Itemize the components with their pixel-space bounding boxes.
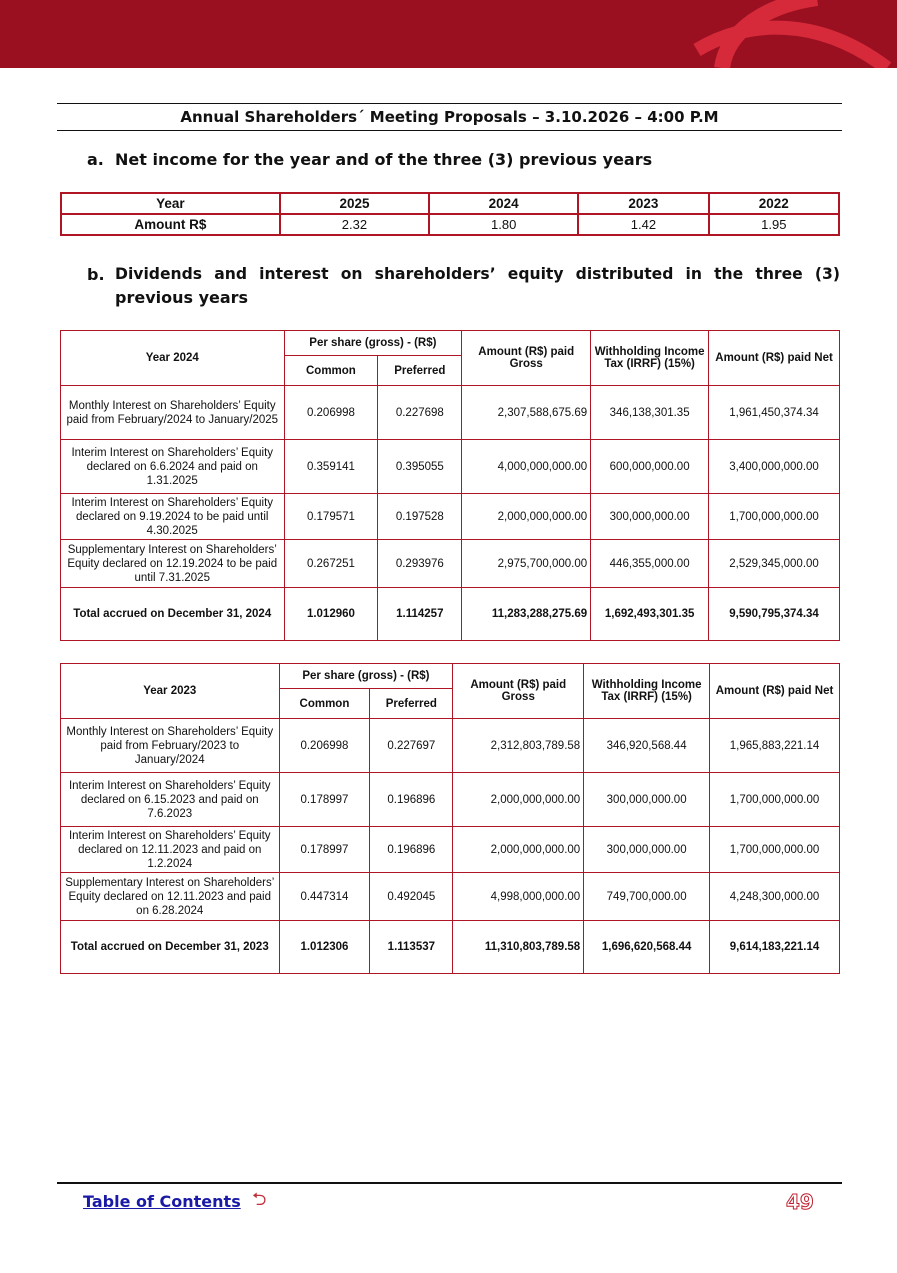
total-preferred: 1.114257: [378, 588, 462, 641]
preferred-value: 0.293976: [378, 540, 462, 588]
total-preferred: 1.113537: [370, 921, 453, 974]
net-value: 4,248,300,000.00: [710, 873, 840, 921]
table-row: [61, 214, 839, 235]
section-b-text-line1: Dividends and interest on shareholders’ equity distributed in the three (3): [115, 265, 840, 283]
table-row: [61, 827, 840, 873]
preferred-value: 0.197528: [378, 494, 462, 540]
section-b-text-line2: previous years: [115, 288, 249, 307]
table-row: [61, 773, 840, 827]
common-value: 0.359141: [284, 440, 378, 494]
total-net: 9,590,795,374.34: [709, 588, 840, 641]
preferred-header: Preferred: [378, 356, 462, 386]
total-net: 9,614,183,221.14: [710, 921, 840, 974]
section-b-heading: [87, 265, 842, 311]
net-value: 1,700,000,000.00: [710, 773, 840, 827]
gross-value: 2,307,588,675.69: [462, 386, 591, 440]
preferred-value: 0.196896: [370, 773, 453, 827]
row-description: Supplementary Interest on Shareholders’ Equity declared on 12.11.2023 and paid on 6.28.2024: [61, 873, 280, 921]
net-value: 1,961,450,374.34: [709, 386, 840, 440]
row-header-year: Year: [61, 193, 280, 214]
gross-value: 4,998,000,000.00: [453, 873, 584, 921]
year-cell: 2023: [578, 193, 708, 214]
table-row: [61, 440, 840, 494]
table-row: [61, 719, 840, 773]
net-value: 3,400,000,000.00: [709, 440, 840, 494]
irrf-value: 300,000,000.00: [584, 827, 710, 873]
net-header: Amount (R$) paid Net: [709, 331, 840, 386]
table-header-row: [61, 331, 840, 356]
page-title: Annual Shareholders´ Meeting Proposals – 3.10.2026 – 4:00 P.M: [57, 103, 842, 131]
return-arrow-icon[interactable]: ⮌: [252, 1189, 267, 1210]
common-value: 0.178997: [279, 827, 370, 873]
table-of-contents-link[interactable]: Table of Contents: [83, 1192, 241, 1211]
total-row: [61, 588, 840, 641]
irrf-value: 300,000,000.00: [584, 773, 710, 827]
total-irrf: 1,692,493,301.35: [591, 588, 709, 641]
preferred-value: 0.196896: [370, 827, 453, 873]
total-gross: 11,310,803,789.58: [453, 921, 584, 974]
common-value: 0.179571: [284, 494, 378, 540]
net-income-table: [60, 192, 840, 236]
table-row: [61, 494, 840, 540]
preferred-value: 0.395055: [378, 440, 462, 494]
year-label: Year 2024: [61, 331, 285, 386]
amount-cell: 2.32: [280, 214, 429, 235]
irrf-value: 446,355,000.00: [591, 540, 709, 588]
gross-value: 2,000,000,000.00: [453, 827, 584, 873]
irrf-value: 749,700,000.00: [584, 873, 710, 921]
gross-value: 2,000,000,000.00: [462, 494, 591, 540]
gross-header: Amount (R$) paid Gross: [462, 331, 591, 386]
net-value: 1,965,883,221.14: [710, 719, 840, 773]
per-share-header: Per share (gross) - (R$): [284, 331, 462, 356]
common-value: 0.206998: [279, 719, 370, 773]
table-row: [61, 193, 839, 214]
row-description: Interim Interest on Shareholders’ Equity declared on 6.15.2023 and paid on 7.6.2023: [61, 773, 280, 827]
section-a-text: Net income for the year and of the three (3) previous years: [115, 150, 653, 169]
row-description: Monthly Interest on Shareholders’ Equity paid from February/2023 to January/2024: [61, 719, 280, 773]
irrf-header: Withholding Income Tax (IRRF) (15%): [591, 331, 709, 386]
total-description: Total accrued on December 31, 2024: [61, 588, 285, 641]
irrf-header: Withholding Income Tax (IRRF) (15%): [584, 664, 710, 719]
year-cell: 2025: [280, 193, 429, 214]
table-header-row: [61, 664, 840, 689]
common-value: 0.178997: [279, 773, 370, 827]
dividends-2024-table: [60, 330, 840, 641]
gross-value: 2,975,700,000.00: [462, 540, 591, 588]
section-a-heading: [87, 150, 847, 172]
amount-cell: 1.95: [709, 214, 839, 235]
net-value: 1,700,000,000.00: [709, 494, 840, 540]
irrf-value: 346,920,568.44: [584, 719, 710, 773]
row-description: Monthly Interest on Shareholders’ Equity paid from February/2024 to January/2025: [61, 386, 285, 440]
per-share-header: Per share (gross) - (R$): [279, 664, 453, 689]
gross-value: 4,000,000,000.00: [462, 440, 591, 494]
row-description: Interim Interest on Shareholders’ Equity declared on 9.19.2024 to be paid until 4.30.2025: [61, 494, 285, 540]
common-value: 0.267251: [284, 540, 378, 588]
year-label: Year 2023: [61, 664, 280, 719]
preferred-value: 0.227698: [378, 386, 462, 440]
net-value: 1,700,000,000.00: [710, 827, 840, 873]
section-a-label: a.: [87, 150, 104, 169]
brand-logo-icon: [667, 0, 897, 68]
footer-divider: [57, 1182, 842, 1184]
common-value: 0.447314: [279, 873, 370, 921]
common-header: Common: [279, 689, 370, 719]
common-value: 0.206998: [284, 386, 378, 440]
gross-value: 2,000,000,000.00: [453, 773, 584, 827]
row-description: Interim Interest on Shareholders’ Equity declared on 12.11.2023 and paid on 1.2.2024: [61, 827, 280, 873]
preferred-value: 0.492045: [370, 873, 453, 921]
irrf-value: 346,138,301.35: [591, 386, 709, 440]
irrf-value: 300,000,000.00: [591, 494, 709, 540]
total-irrf: 1,696,620,568.44: [584, 921, 710, 974]
gross-value: 2,312,803,789.58: [453, 719, 584, 773]
total-common: 1.012960: [284, 588, 378, 641]
common-header: Common: [284, 356, 378, 386]
section-b-label: b.: [87, 265, 105, 284]
total-common: 1.012306: [279, 921, 370, 974]
preferred-value: 0.227697: [370, 719, 453, 773]
table-row: [61, 873, 840, 921]
total-description: Total accrued on December 31, 2023: [61, 921, 280, 974]
table-row: [61, 540, 840, 588]
total-row: [61, 921, 840, 974]
total-gross: 11,283,288,275.69: [462, 588, 591, 641]
preferred-header: Preferred: [370, 689, 453, 719]
net-header: Amount (R$) paid Net: [710, 664, 840, 719]
row-header-amount: Amount R$: [61, 214, 280, 235]
year-cell: 2022: [709, 193, 839, 214]
row-description: Supplementary Interest on Shareholders’ Equity declared on 12.19.2024 to be paid until 7.31.2025: [61, 540, 285, 588]
dividends-2023-table: [60, 663, 840, 974]
table-row: [61, 386, 840, 440]
page-number: 49: [786, 1190, 814, 1214]
row-description: Interim Interest on Shareholders’ Equity declared on 6.6.2024 and paid on 1.31.2025: [61, 440, 285, 494]
net-value: 2,529,345,000.00: [709, 540, 840, 588]
header-banner: [0, 0, 897, 68]
amount-cell: 1.80: [429, 214, 578, 235]
amount-cell: 1.42: [578, 214, 708, 235]
irrf-value: 600,000,000.00: [591, 440, 709, 494]
gross-header: Amount (R$) paid Gross: [453, 664, 584, 719]
year-cell: 2024: [429, 193, 578, 214]
